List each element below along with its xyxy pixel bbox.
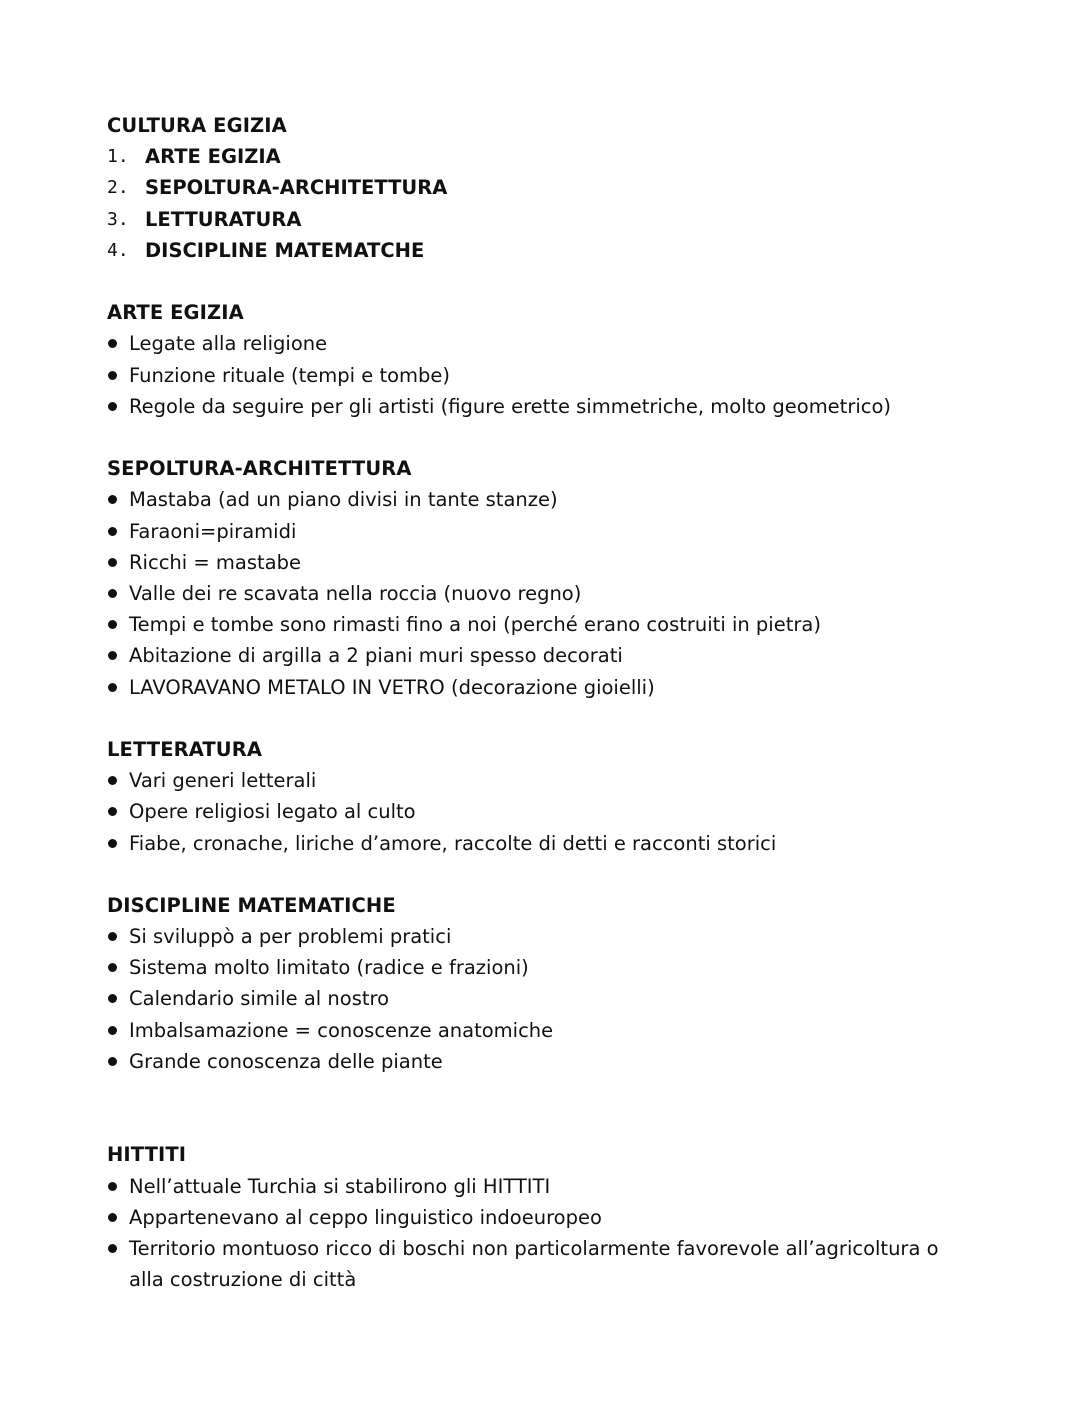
toc-label: DISCIPLINE MATEMATCHE xyxy=(145,238,425,262)
toc-item xyxy=(107,204,1007,235)
list-item: Tempi e tombe sono rimasti fino a noi (perché erano costruiti in pietra) xyxy=(107,609,1007,640)
bullet-icon xyxy=(108,620,117,629)
bullet-icon xyxy=(108,402,117,411)
toc-label: SEPOLTURA-ARCHITETTURA xyxy=(145,176,448,200)
list-item: Appartenevano al ceppo linguistico indoeuropeo xyxy=(107,1202,1007,1233)
bullet-icon xyxy=(108,1244,117,1253)
bullet-icon xyxy=(108,1213,117,1222)
list-item: Territorio montuoso ricco di boschi non particolarmente favorevole all’agricoltura o alla costruzione di città xyxy=(107,1233,1007,1295)
list-item: LAVORAVANO METALO IN VETRO (decorazione gioielli) xyxy=(107,672,1007,703)
list-item: Legate alla religione xyxy=(107,328,1007,359)
bullet-icon xyxy=(108,589,117,598)
bullet-icon xyxy=(108,495,117,504)
list-item: Funzione rituale (tempi e tombe) xyxy=(107,360,1007,391)
bullet-icon xyxy=(108,339,117,348)
list-item: Faraoni=piramidi xyxy=(107,516,1007,547)
section-heading: ARTE EGIZIA xyxy=(107,301,244,325)
list-item: Vari generi letterali xyxy=(107,765,1007,796)
bullet-icon xyxy=(108,1182,117,1191)
section-heading: HITTITI xyxy=(107,1143,187,1167)
table-of-contents xyxy=(107,141,1007,266)
toc-item xyxy=(107,141,1007,172)
bullet-icon xyxy=(108,963,117,972)
list-item: Grande conoscenza delle piante xyxy=(107,1046,1007,1077)
bullet-icon xyxy=(108,683,117,692)
bullet-list xyxy=(107,921,1007,1077)
list-item: Calendario simile al nostro xyxy=(107,983,1007,1014)
bullet-list xyxy=(107,328,1007,422)
document-title: CULTURA EGIZIA xyxy=(107,114,287,137)
toc-number: 2. xyxy=(107,177,129,199)
toc-number: 4. xyxy=(107,239,129,261)
list-item: Fiabe, cronache, liriche d’amore, raccolte di detti e racconti storici xyxy=(107,828,1007,859)
toc-label: ARTE EGIZIA xyxy=(145,145,281,169)
section-sepoltura-architettura xyxy=(107,453,1007,703)
bullet-icon xyxy=(108,651,117,660)
list-item: Mastaba (ad un piano divisi in tante stanze) xyxy=(107,484,1007,515)
section-letteratura xyxy=(107,734,1007,859)
section-heading: LETTERATURA xyxy=(107,737,263,761)
list-item: Ricchi = mastabe xyxy=(107,547,1007,578)
list-item: Sistema molto limitato (radice e frazioni) xyxy=(107,952,1007,983)
document-page xyxy=(107,110,1007,1295)
bullet-icon xyxy=(108,1057,117,1066)
bullet-icon xyxy=(108,994,117,1003)
bullet-list xyxy=(107,1171,1007,1296)
list-item: Valle dei re scavata nella roccia (nuovo regno) xyxy=(107,578,1007,609)
toc-number: 3. xyxy=(107,208,129,230)
bullet-icon xyxy=(108,776,117,785)
bullet-icon xyxy=(108,371,117,380)
toc-label: LETTURATURA xyxy=(145,207,302,231)
list-item: Imbalsamazione = conoscenze anatomiche xyxy=(107,1015,1007,1046)
section-hittiti xyxy=(107,1139,1007,1295)
bullet-list xyxy=(107,765,1007,859)
section-heading: SEPOLTURA-ARCHITETTURA xyxy=(107,457,412,481)
toc-item xyxy=(107,172,1007,203)
list-item: Opere religiosi legato al culto xyxy=(107,796,1007,827)
list-item: Regole da seguire per gli artisti (figure erette simmetriche, molto geometrico) xyxy=(107,391,1007,422)
bullet-list xyxy=(107,484,1007,702)
bullet-icon xyxy=(108,558,117,567)
section-heading: DISCIPLINE MATEMATICHE xyxy=(107,893,396,917)
bullet-icon xyxy=(108,839,117,848)
list-item: Abitazione di argilla a 2 piani muri spesso decorati xyxy=(107,640,1007,671)
list-item: Nell’attuale Turchia si stabilirono gli HITTITI xyxy=(107,1171,1007,1202)
list-item: Si sviluppò a per problemi pratici xyxy=(107,921,1007,952)
toc-number: 1. xyxy=(107,146,129,168)
section-arte-egizia xyxy=(107,297,1007,422)
section-discipline-matematiche xyxy=(107,890,1007,1077)
toc-item xyxy=(107,235,1007,266)
bullet-icon xyxy=(108,807,117,816)
bullet-icon xyxy=(108,527,117,536)
bullet-icon xyxy=(108,1026,117,1035)
bullet-icon xyxy=(108,932,117,941)
